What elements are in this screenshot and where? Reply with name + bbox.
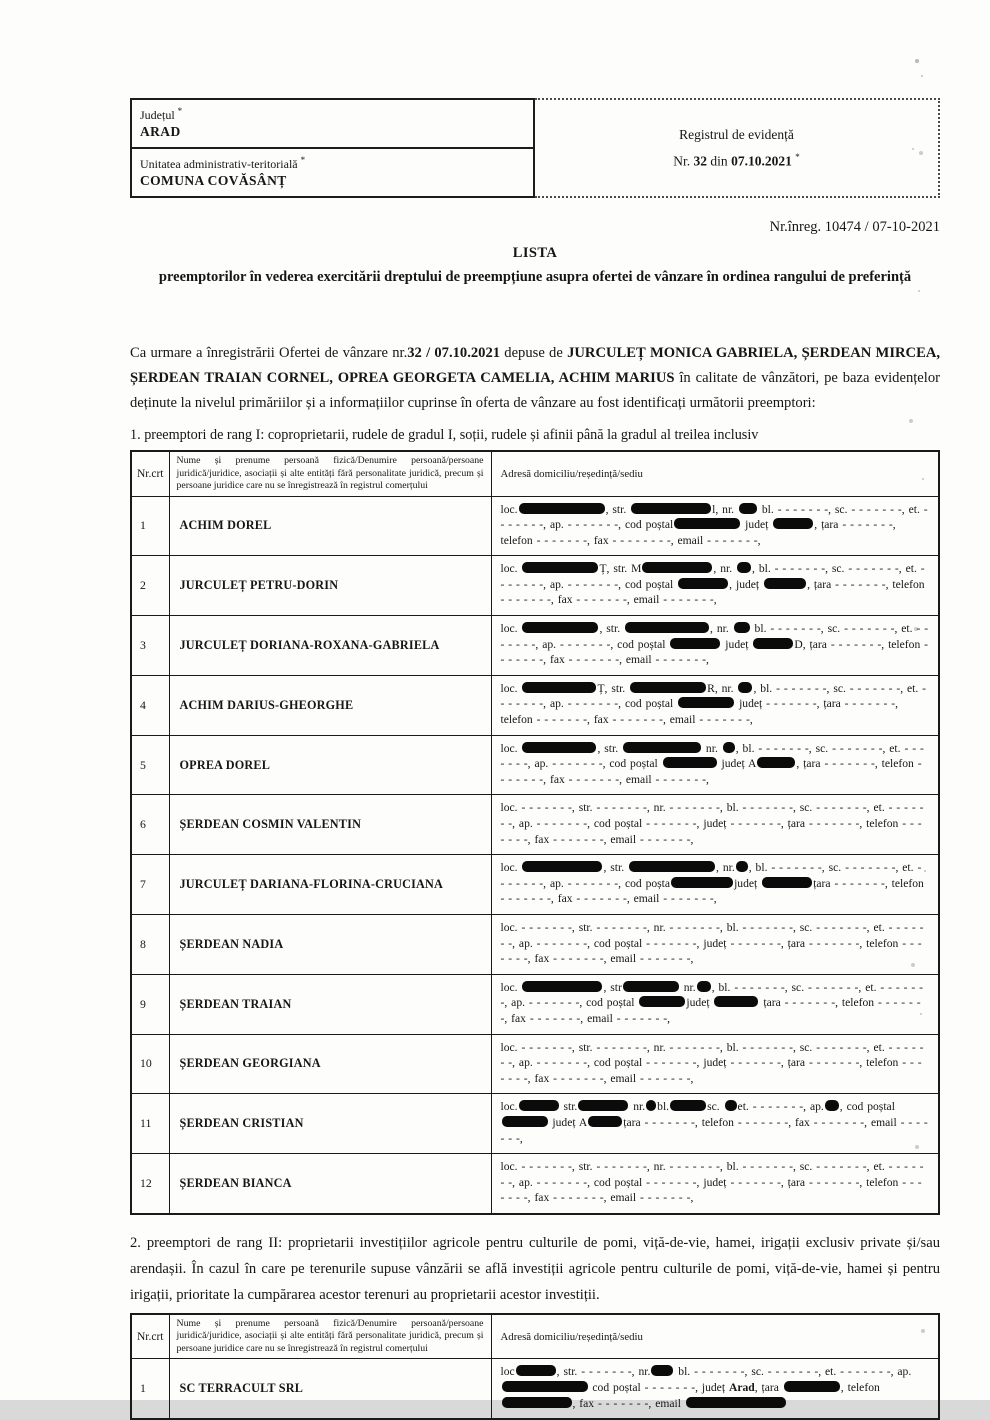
preemptor-name-cell: JURCULEȚ DARIANA-FLORINA-CRUCIANA bbox=[169, 855, 491, 915]
address-cell: loc. Ț, str. R, nr. , bl. - - - - - - -, sc. - - - - - - -, et. - - - - - - -, ap. - - - - - - -, cod poștal județ - - - - - - -, țara - - - - - - -, telefon - - - - - - -, fax - - - - - - -, email - - - - - - -, bbox=[491, 675, 939, 735]
redaction-bar bbox=[519, 503, 605, 514]
redaction-bar bbox=[651, 1365, 673, 1376]
registry-box bbox=[535, 98, 940, 198]
column-header-nr: Nr.crt bbox=[131, 451, 169, 496]
redaction-bar bbox=[630, 682, 706, 693]
redaction-bar bbox=[825, 1100, 839, 1111]
redaction-bar bbox=[670, 1100, 706, 1111]
table-row bbox=[131, 675, 939, 735]
row-number-cell: 8 bbox=[131, 914, 169, 974]
row-number-cell: 5 bbox=[131, 735, 169, 795]
table-row bbox=[131, 496, 939, 556]
redaction-bar bbox=[739, 503, 757, 514]
redaction-bar bbox=[714, 996, 758, 1007]
section1-title: 1. preemptori de rang I: coproprietarii, rudele de gradul I, soții, rudele și afinii până la gradul al treilea inclusiv bbox=[130, 427, 759, 443]
redaction-bar bbox=[738, 682, 752, 693]
table-header-row bbox=[131, 451, 939, 496]
column-header-name: Nume și prenume persoană fizică/Denumire persoană/persoane juridică/juridice, asociații și alte entități fără personalitate juridică, precum și persoane juridice care nu se înregistrează în registrul comerțului bbox=[169, 1314, 491, 1359]
redaction-bar bbox=[502, 1397, 572, 1408]
row-number-cell: 1 bbox=[131, 1359, 169, 1419]
uat-value: COMUNA COVĂSÂNȚ bbox=[140, 173, 287, 188]
table-row bbox=[131, 974, 939, 1034]
redaction-bar bbox=[762, 877, 812, 888]
registration-number: Nr.înreg. 10474 / 07-10-2021 bbox=[769, 219, 940, 235]
address-cell: loc. - - - - - - -, str. - - - - - - -, nr. - - - - - - -, bl. - - - - - - -, sc. - - - - - - -, et. - - - - - - -, ap. - - - - - - -, cod poștal - - - - - - -, județ - - - - - - -, țara - - - - - - -, telefon - - - - - - -, fax - - - - - - -, email - - - - - - -, bbox=[491, 1034, 939, 1094]
judet-value: ARAD bbox=[140, 124, 181, 139]
redaction-bar bbox=[725, 1100, 737, 1111]
table-row bbox=[131, 616, 939, 676]
intro-paragraph: Ca urmare a înregistrării Ofertei de vânzare nr.32 / 07.10.2021 depuse de JURCULEȚ MONICA GABRIELA, ȘERDEAN MIRCEA, ȘERDEAN TRAIAN CORNEL, OPREA GEORGETA CAMELIA, ACHIM MARIUS în calitate de vânzători, pe baza evidențelor deținute la nivelul primăriilor și a informațiilor cuprinse în oferta de vânzare au fost identificați următorii preemptori: bbox=[130, 345, 941, 411]
redaction-bar bbox=[646, 1100, 656, 1111]
table-header-row bbox=[131, 1314, 939, 1359]
redaction-bar bbox=[623, 981, 679, 992]
table-row bbox=[131, 914, 939, 974]
preemptor-name-cell: ȘERDEAN CRISTIAN bbox=[169, 1094, 491, 1154]
redaction-bar bbox=[631, 503, 711, 514]
row-number-cell: 10 bbox=[131, 1034, 169, 1094]
table-row bbox=[131, 1359, 939, 1419]
redaction-bar bbox=[516, 1365, 556, 1376]
redaction-bar bbox=[502, 1116, 548, 1127]
redaction-bar bbox=[502, 1381, 588, 1392]
row-number-cell: 1 bbox=[131, 496, 169, 556]
redaction-bar bbox=[674, 518, 740, 529]
preemptor-name-cell: ȘERDEAN COSMIN VALENTIN bbox=[169, 795, 491, 855]
row-number-cell: 12 bbox=[131, 1154, 169, 1214]
address-cell: loc. - - - - - - -, str. - - - - - - -, nr. - - - - - - -, bl. - - - - - - -, sc. - - - - - - -, et. - - - - - - -, ap. - - - - - - -, cod poștal - - - - - - -, județ - - - - - - -, țara - - - - - - -, telefon - - - - - - -, fax - - - - - - -, email - - - - - - -, bbox=[491, 1154, 939, 1214]
judet-box bbox=[132, 100, 533, 149]
section2-title: 2. preemptori de rang II: proprietarii investițiilor agricole pentru culturile de pomi, viță-de-vie, hamei, irigații exclusiv private și/sau arendașii. În cazul în care pe terenurile supuse vânzării se află investiții agricole pentru culturile de pomi, viță-de-vie, hamei și pentru irigații, prioritate la cumpărarea acestor terenuri au proprietarii acestor investiții. bbox=[130, 1234, 940, 1303]
table-row bbox=[131, 855, 939, 915]
preemptors-rank2-table bbox=[130, 1313, 940, 1420]
table-row bbox=[131, 1154, 939, 1214]
row-number-cell: 2 bbox=[131, 556, 169, 616]
redaction-bar bbox=[734, 622, 750, 633]
uat-box bbox=[132, 149, 533, 196]
table-row bbox=[131, 1094, 939, 1154]
scan-noise bbox=[0, 0, 2, 2]
table-row bbox=[131, 735, 939, 795]
judet-label bbox=[140, 104, 525, 123]
address-cell: loc. - - - - - - -, str. - - - - - - -, nr. - - - - - - -, bl. - - - - - - -, sc. - - - - - - -, et. - - - - - - -, ap. - - - - - - -, cod poștal - - - - - - -, județ - - - - - - -, țara - - - - - - -, telefon - - - - - - -, fax - - - - - - -, email - - - - - - -, bbox=[491, 795, 939, 855]
address-cell: loc. , str. l, nr. bl. - - - - - - -, sc. - - - - - - -, et. - - - - - - -, ap. - - - - - - -, cod poștal județ , țara - - - - - - -, telefon - - - - - - -, fax - - - - - - - -, email - - - - - - -, bbox=[491, 496, 939, 556]
asterisk: * bbox=[300, 155, 306, 165]
table-row bbox=[131, 795, 939, 855]
address-cell: loc. , str. , nr. bl. - - - - - - -, sc. - - - - - - -, et. - - - - - - -, ap. - - - - - - -, cod poștal județ D, țara - - - - - - -, telefon - - - - - - -, fax - - - - - - -, email - - - - - - -, bbox=[491, 616, 939, 676]
redaction-bar bbox=[773, 518, 813, 529]
preemptor-name-cell: ȘERDEAN GEORGIANA bbox=[169, 1034, 491, 1094]
registry-number: Nr. 32 din 07.10.2021 * bbox=[673, 151, 800, 169]
column-header-name: Nume și prenume persoană fizică/Denumire persoană/persoane juridică/juridice, asociații și alte entități fără personalitate juridică, precum și persoane juridice care nu se înregistrează în registrul comerțului bbox=[169, 451, 491, 496]
uat-label-text: Unitatea administrativ-teritorială bbox=[140, 157, 298, 171]
preemptor-name-cell: JURCULEȚ PETRU-DORIN bbox=[169, 556, 491, 616]
redaction-bar bbox=[522, 742, 596, 753]
address-cell: loc. , str. , nr. , bl. - - - - - - -, sc. - - - - - - -, et. - - - - - - -, ap. - - - - - - -, cod poșta județ țara - - - - - - -, telefon - - - - - - -, fax - - - - - - -, email - - - - - - -, bbox=[491, 855, 939, 915]
redaction-bar bbox=[764, 578, 806, 589]
redaction-bar bbox=[522, 622, 598, 633]
address-cell: loc. str. nr. bl. sc. et. - - - - - - -, ap. , cod poștal județ A țara - - - - - - -, telefon - - - - - - -, fax - - - - - - -, email - - - - - - -, bbox=[491, 1094, 939, 1154]
column-header-address: Adresă domiciliu/reședință/sediu bbox=[491, 1314, 939, 1359]
column-header-address: Adresă domiciliu/reședință/sediu bbox=[491, 451, 939, 496]
preemptor-name-cell: OPREA DOREL bbox=[169, 735, 491, 795]
address-cell: loc. Ț, str. M , nr. , bl. - - - - - - -, sc. - - - - - - -, et. - - - - - - -, ap. - - - - - - -, cod poștal , județ , țara - - - - - - -, telefon - - - - - - -, fax - - - - - - -, email - - - - - - -, bbox=[491, 556, 939, 616]
redaction-bar bbox=[522, 562, 598, 573]
redaction-bar bbox=[678, 697, 734, 708]
redaction-bar bbox=[588, 1116, 622, 1127]
uat-label bbox=[140, 153, 525, 172]
preemptor-name-cell: ACHIM DARIUS-GHEORGHE bbox=[169, 675, 491, 735]
redaction-bar bbox=[578, 1100, 628, 1111]
redaction-bar bbox=[670, 638, 720, 649]
preemptors-rank1-table bbox=[130, 450, 940, 1215]
table-row bbox=[131, 556, 939, 616]
page-subtitle: preemptorilor în vederea exercitării dreptului de preempțiune asupra ofertei de vânzare în ordinea rangului de preferință bbox=[158, 269, 912, 285]
redaction-bar bbox=[736, 861, 748, 872]
table-row bbox=[131, 1034, 939, 1094]
judet-label-text: Județul bbox=[140, 108, 175, 122]
asterisk: * bbox=[177, 106, 183, 116]
row-number-cell: 4 bbox=[131, 675, 169, 735]
column-header-nr: Nr.crt bbox=[131, 1314, 169, 1359]
preemptor-name-cell: ȘERDEAN BIANCA bbox=[169, 1154, 491, 1214]
redaction-bar bbox=[642, 562, 712, 573]
address-cell: loc. , str. nr. , bl. - - - - - - -, sc. - - - - - - -, et. - - - - - - -, ap. - - - - - - -, cod poștal județ A , țara - - - - - - -, telefon - - - - - - -, fax - - - - - - -, email - - - - - - -, bbox=[491, 735, 939, 795]
authority-boxes bbox=[130, 98, 535, 198]
address-cell: loc. , str nr. , bl. - - - - - - -, sc. - - - - - - -, et. - - - - - - -, ap. - - - - - - -, cod poștal județ țara - - - - - - -, telefon - - - - - - -, fax - - - - - - -, email - - - - - - -, bbox=[491, 974, 939, 1034]
preemptor-name-cell: SC TERRACULT SRL bbox=[169, 1359, 491, 1419]
redaction-bar bbox=[522, 682, 596, 693]
redaction-bar bbox=[757, 757, 795, 768]
page-title: LISTA bbox=[512, 245, 558, 261]
redaction-bar bbox=[625, 622, 709, 633]
preemptor-name-cell: ȘERDEAN NADIA bbox=[169, 914, 491, 974]
preemptor-name-cell: ȘERDEAN TRAIAN bbox=[169, 974, 491, 1034]
registry-label: Registrul de evidență bbox=[679, 126, 794, 142]
row-number-cell: 9 bbox=[131, 974, 169, 1034]
document-header bbox=[130, 98, 940, 198]
row-number-cell: 7 bbox=[131, 855, 169, 915]
redaction-bar bbox=[723, 742, 735, 753]
redaction-bar bbox=[522, 861, 602, 872]
redaction-bar bbox=[629, 861, 715, 872]
address-cell: loc. - - - - - - -, str. - - - - - - -, nr. - - - - - - -, bl. - - - - - - -, sc. - - - - - - -, et. - - - - - - -, ap. - - - - - - -, cod poștal - - - - - - -, județ - - - - - - -, țara - - - - - - -, telefon - - - - - - -, fax - - - - - - -, email - - - - - - -, bbox=[491, 914, 939, 974]
preemptor-name-cell: ACHIM DOREL bbox=[169, 496, 491, 556]
redaction-bar bbox=[639, 996, 685, 1007]
redaction-bar bbox=[522, 981, 602, 992]
redaction-bar bbox=[753, 638, 793, 649]
redaction-bar bbox=[623, 742, 701, 753]
redaction-bar bbox=[784, 1381, 840, 1392]
row-number-cell: 6 bbox=[131, 795, 169, 855]
redaction-bar bbox=[737, 562, 751, 573]
redaction-bar bbox=[519, 1100, 559, 1111]
redaction-bar bbox=[686, 1397, 786, 1408]
row-number-cell: 3 bbox=[131, 616, 169, 676]
redaction-bar bbox=[663, 757, 717, 768]
asterisk: * bbox=[795, 151, 800, 162]
redaction-bar bbox=[671, 877, 733, 888]
address-cell: loc , str. - - - - - - -, nr. bl. - - - - - - -, sc. - - - - - - -, et. - - - - - - -, ap. cod poștal - - - - - - -, județ Arad, țara , telefon , fax - - - - - - -, email bbox=[491, 1359, 939, 1419]
redaction-bar bbox=[697, 981, 711, 992]
redaction-bar bbox=[678, 578, 728, 589]
row-number-cell: 11 bbox=[131, 1094, 169, 1154]
preemptor-name-cell: JURCULEȚ DORIANA-ROXANA-GABRIELA bbox=[169, 616, 491, 676]
